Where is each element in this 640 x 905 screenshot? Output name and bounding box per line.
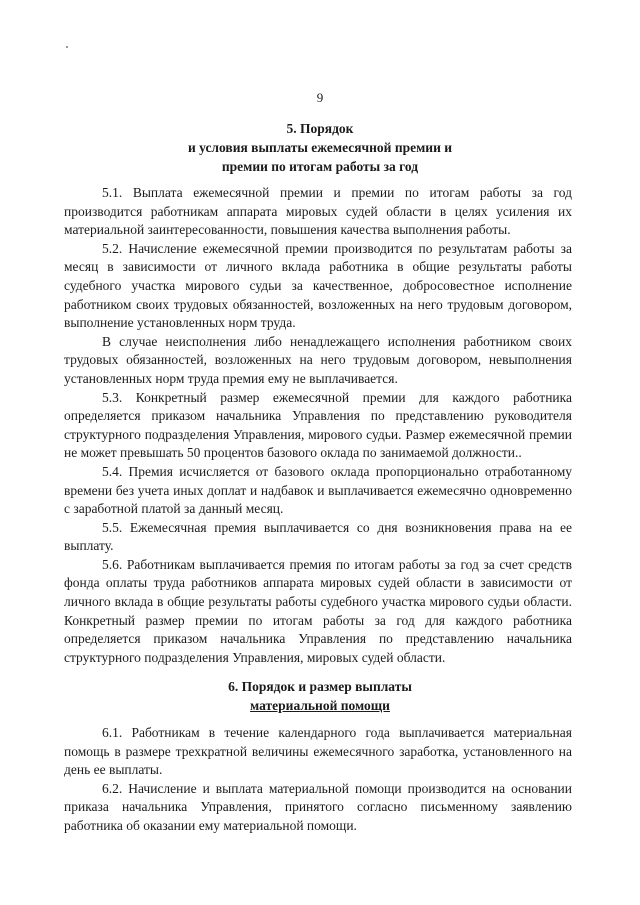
paragraph-5-4: 5.4. Премия исчисляется от базового оклада пропорционально отработанному времени без учета иных доплат и надбавок и выплачивается ежемесячно одновременно с заработной платой за данный месяц. <box>64 463 572 517</box>
paragraph-5-1: 5.1. Выплата ежемесячной премии и премии по итогам работы за год производится работникам аппарата мировых судей области в целях усиления их материальной заинтересованности, повышения качества выполнения работы. <box>64 185 572 238</box>
section-6-heading-line-2: материальной помощи <box>250 698 390 713</box>
paragraph-5-5: 5.5. Ежемесячная премия выплачивается со дня возникновения права на ее выплату. <box>64 519 572 554</box>
scan-speck <box>66 46 68 48</box>
section-5-body <box>64 184 572 667</box>
paragraph-6-2: 6.2. Начисление и выплата материальной помощи производится на основании приказа начальника Управления, принятого согласно письменному заявлению работника об оказании ему материальной помощи. <box>64 780 572 833</box>
paragraph-5-3: 5.3. Конкретный размер ежемесячной премии для каждого работника определяется приказом начальника Управления по представлению руководителя структурного подразделения Управления, мирового судьи. Размер ежемесячной премии не может превышать 50 процентов базового оклада по занимаемой должности.. <box>64 389 572 461</box>
section-5-heading-line-3: премии по итогам работы за год <box>221 159 419 174</box>
section-6-heading <box>60 677 580 715</box>
section-6-body <box>64 724 572 836</box>
paragraph-5-6: 5.6. Работникам выплачивается премия по итогам работы за год за счет средств фонда оплаты труда работников аппарата мировых судей области в зависимости от личного вклада в общие результаты работы судебного участка мирового судьи области. Конкретный размер премии по итогам работы за год для каждого работника определяется приказом начальника Управления по представлению начальника структурного подразделения Управления, мировых судей области. <box>64 556 572 665</box>
paragraph-5-2: 5.2. Начисление ежемесячной премии производится по результатам работы за месяц в зависимости от личного вклада работника в общие результаты работы судебного участка мирового судьи за качественное, добросовестное исполнение работником своих трудовых обязанностей, возложенных на него трудовым договором, выполнение установленных норм труда. <box>64 240 572 331</box>
section-5-heading-line-2: и условия выплаты ежемесячной премии и <box>187 140 453 155</box>
paragraph-5-2-note: В случае неисполнения либо ненадлежащего исполнения работником своих трудовых обязанностей, возложенных на него трудовым договором, невыполнения установленных норм труда премия ему не выплачивается. <box>64 333 572 386</box>
section-6-heading-line-1: 6. Порядок и размер выплаты <box>228 679 412 694</box>
page-number: 9 <box>316 90 324 105</box>
paragraph-6-1: 6.1. Работникам в течение календарного года выплачивается материальная помощь в размере трехкратной величины ежемесячного заработка, установленного на день ее выплаты. <box>64 725 572 778</box>
section-5-heading-line-1: 5. Порядок <box>286 121 354 136</box>
section-5-heading <box>60 119 580 176</box>
